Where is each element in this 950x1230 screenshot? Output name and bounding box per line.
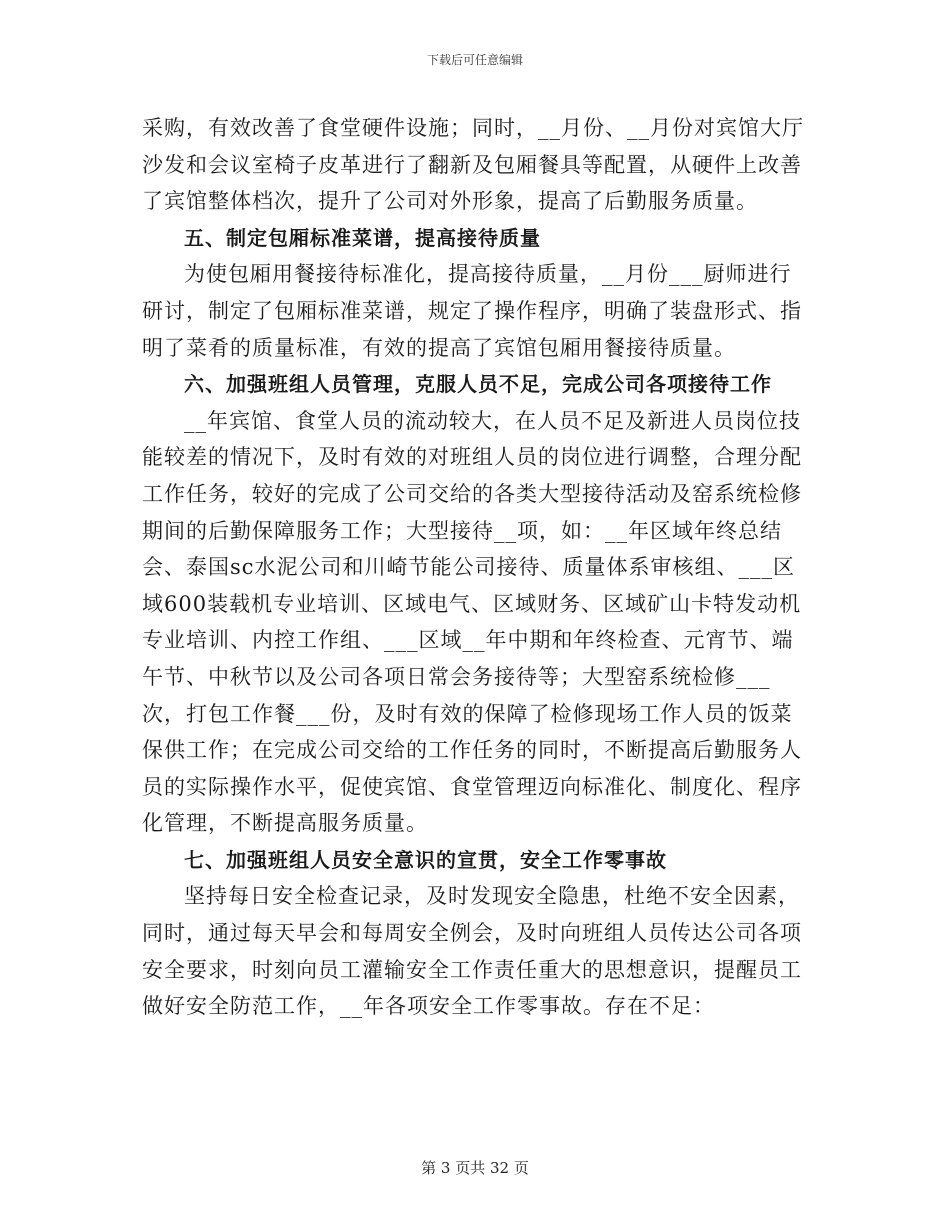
document-body xyxy=(142,110,807,1025)
page-header: 下载后可任意编辑 xyxy=(426,53,523,67)
paragraph-section-5: 为使包厢用餐接待标准化，提高接待质量，__月份___厨师进行研讨，制定了包厢标准菜谱，规定了操作程序，明确了装盘形式、指明了菜肴的质量标准，有效的提高了宾馆包厢用餐接待质量。 xyxy=(142,262,802,360)
paragraph-section-7: 坚持每日安全检查记录，及时发现安全隐患，杜绝不安全因素，同时，通过每天早会和每周安全例会，及时向班组人员传达公司各项安全要求，时刻向员工灌输安全工作责任重大的思想意识，提醒员工做好安全防范工作，__年各项安全工作零事故。存在不足： xyxy=(142,884,802,1019)
section-heading-6: 六、加强班组人员管理，克服人员不足，完成公司各项接待工作 xyxy=(184,372,772,397)
section-heading-5: 五、制定包厢标准菜谱，提高接待质量 xyxy=(184,225,541,250)
section-heading-7: 七、加强班组人员安全意识的宣贯，安全工作零事故 xyxy=(184,847,667,872)
paragraph-continuation: 采购，有效改善了食堂硬件设施；同时，__月份、__月份对宾馆大厅沙发和会议室椅子皮革进行了翻新及包厢餐具等配置，从硬件上改善了宾馆整体档次，提升了公司对外形象，提高了后勤服务质量。 xyxy=(142,116,804,214)
paragraph-section-6: __年宾馆、食堂人员的流动较大，在人员不足及新进人员岗位技能较差的情况下，及时有效的对班组人员的岗位进行调整，合理分配工作任务，较好的完成了公司交给的各类大型接待活动及窑系统检修期间的后勤保障服务工作；大型接待__项，如：__年区域年终总结会、泰国sc水泥公司和川崎节能公司接待、质量体系审核组、___区域600装载机专业培训、区域电气、区域财务、区域矿山卡特发动机专业培训、内控工作组、___区域__年中期和年终检查、元宵节、端午节、中秋节以及公司各项日常会务接待等；大型窑系统检修___次，打包工作餐___份，及时有效的保障了检修现场工作人员的饭菜保供工作；在完成公司交给的工作任务的同时，不断提高后勤服务人员的实际操作水平，促使宾馆、食堂管理迈向标准化、制度化、程序化管理，不断提高服务质量。 xyxy=(142,408,802,836)
page-footer: 第 3 页共 32 页 xyxy=(421,1159,529,1177)
